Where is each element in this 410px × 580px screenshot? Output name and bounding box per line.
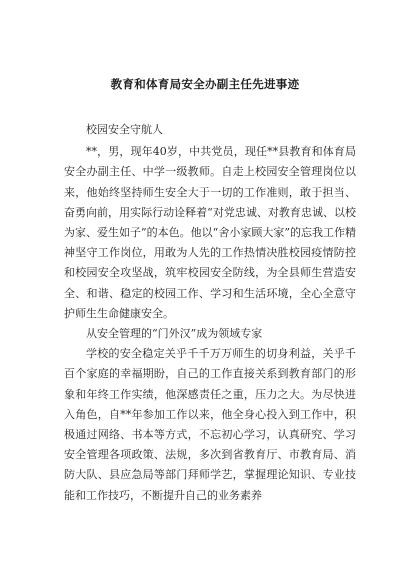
document-title: 教育和体育局安全办副主任先进事迹 (110, 77, 300, 91)
document-body (64, 120, 356, 506)
section-heading-guardian: 校园安全守航人 (86, 123, 163, 136)
paragraph-profile: **，男，现年40岁，中共党员，现任**县教育和体育局安全办副主任、中学一级教师。自走上校园安全管理岗位以来，他始终坚持师生安全大于一切的工作准则，敢于担当、奋勇向前，用实际行动诠释着“对党忠诚、对教育忠诚、以校为家、爱生如子”的本色。他以“舍小家顾大家”的忘我工作精神坚守工作岗位，用敢为人先的工作热情决胜校园疫情防控和校园安全攻坚战，筑牢校园安全防线，为全县师生营造安全、和谐、稳定的校园工作、学习和生活环境，全心全意守护师生生命健康安全。 (64, 145, 356, 320)
section-heading-expert: 从安全管理的“门外汉”成为领域专家 (86, 327, 263, 341)
paragraph-learning: 学校的安全稳定关乎千千万万师生的切身利益，关乎千百个家庭的幸福期盼，自己的工作直接关系到教育部门的形象和年终工作实绩，他深感责任之重，压力之大。为尽快进入角色，自**年参加工作以来，他全身心投入到工作中，积极通过网络、书本等方式，不忘初心学习，认真研究、学习安全管理各项政策、法规，多次到省教育厅、市教育局、消防大队、县应急局等部门拜师学艺，掌握理论知识、专业技能和工作技巧，不断提升自己的业务素养 (64, 347, 356, 502)
